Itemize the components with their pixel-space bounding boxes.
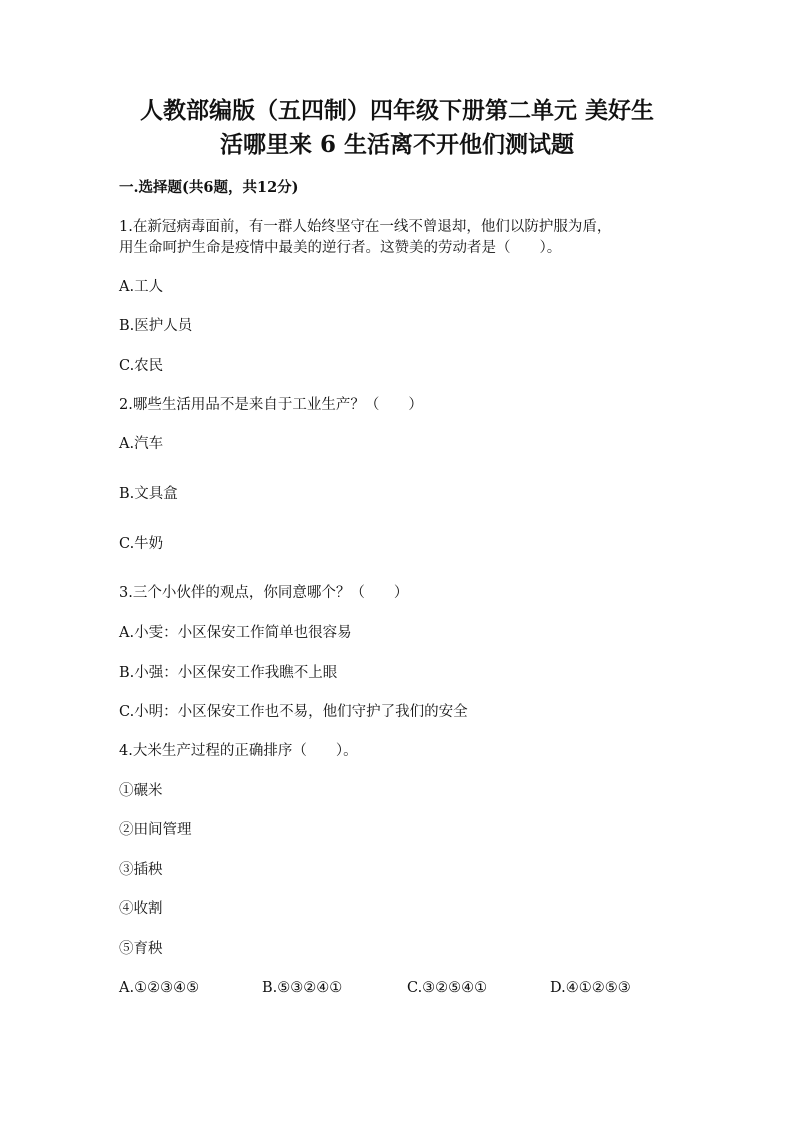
q4-option-b: B.⑤③②④①: [262, 980, 343, 996]
q4-step-2: ②田间管理: [119, 822, 192, 838]
q4-step-1: ①碾米: [119, 783, 163, 799]
q4-option-d: D.④①②⑤③: [550, 980, 631, 996]
q1-option-a: A.工人: [119, 279, 164, 295]
q2-stem: 2.哪些生活用品不是来自于工业生产？（ ）: [119, 397, 423, 413]
q2-option-a: A.汽车: [119, 436, 164, 452]
q1-stem-line-2: 用生命呵护生命是疫情中最美的逆行者。这赞美的劳动者是（ ）。: [119, 240, 562, 256]
page-title-line-2: 活哪里来 6 生活离不开他们测试题: [219, 131, 575, 158]
page-title-line-1: 人教部编版（五四制）四年级下册第二单元 美好生: [139, 97, 654, 124]
q4-option-a: A.①②③④⑤: [119, 980, 200, 996]
q4-step-3: ③插秧: [119, 862, 163, 878]
q3-stem: 3.三个小伙伴的观点，你同意哪个？（ ）: [119, 585, 409, 601]
q3-option-b: B.小强：小区保安工作我瞧不上眼: [119, 665, 338, 681]
q1-option-c: C.农民: [119, 358, 164, 374]
q4-step-4: ④收割: [119, 901, 163, 917]
q2-option-c: C.牛奶: [119, 536, 164, 552]
q4-stem: 4.大米生产过程的正确排序（ ）。: [119, 743, 358, 759]
section-heading: 一.选择题(共6题，共12分): [119, 179, 299, 196]
q3-option-a: A.小雯：小区保安工作简单也很容易: [119, 625, 352, 641]
q4-step-5: ⑤育秧: [119, 941, 163, 957]
q4-option-c: C.③②⑤④①: [407, 980, 488, 996]
q3-option-c: C.小明：小区保安工作也不易，他们守护了我们的安全: [119, 704, 468, 720]
q1-stem-line-1: 1.在新冠病毒面前，有一群人始终坚守在一线不曾退却，他们以防护服为盾，: [119, 219, 612, 235]
q2-option-b: B.文具盒: [119, 486, 178, 502]
q1-option-b: B.医护人员: [119, 318, 193, 334]
